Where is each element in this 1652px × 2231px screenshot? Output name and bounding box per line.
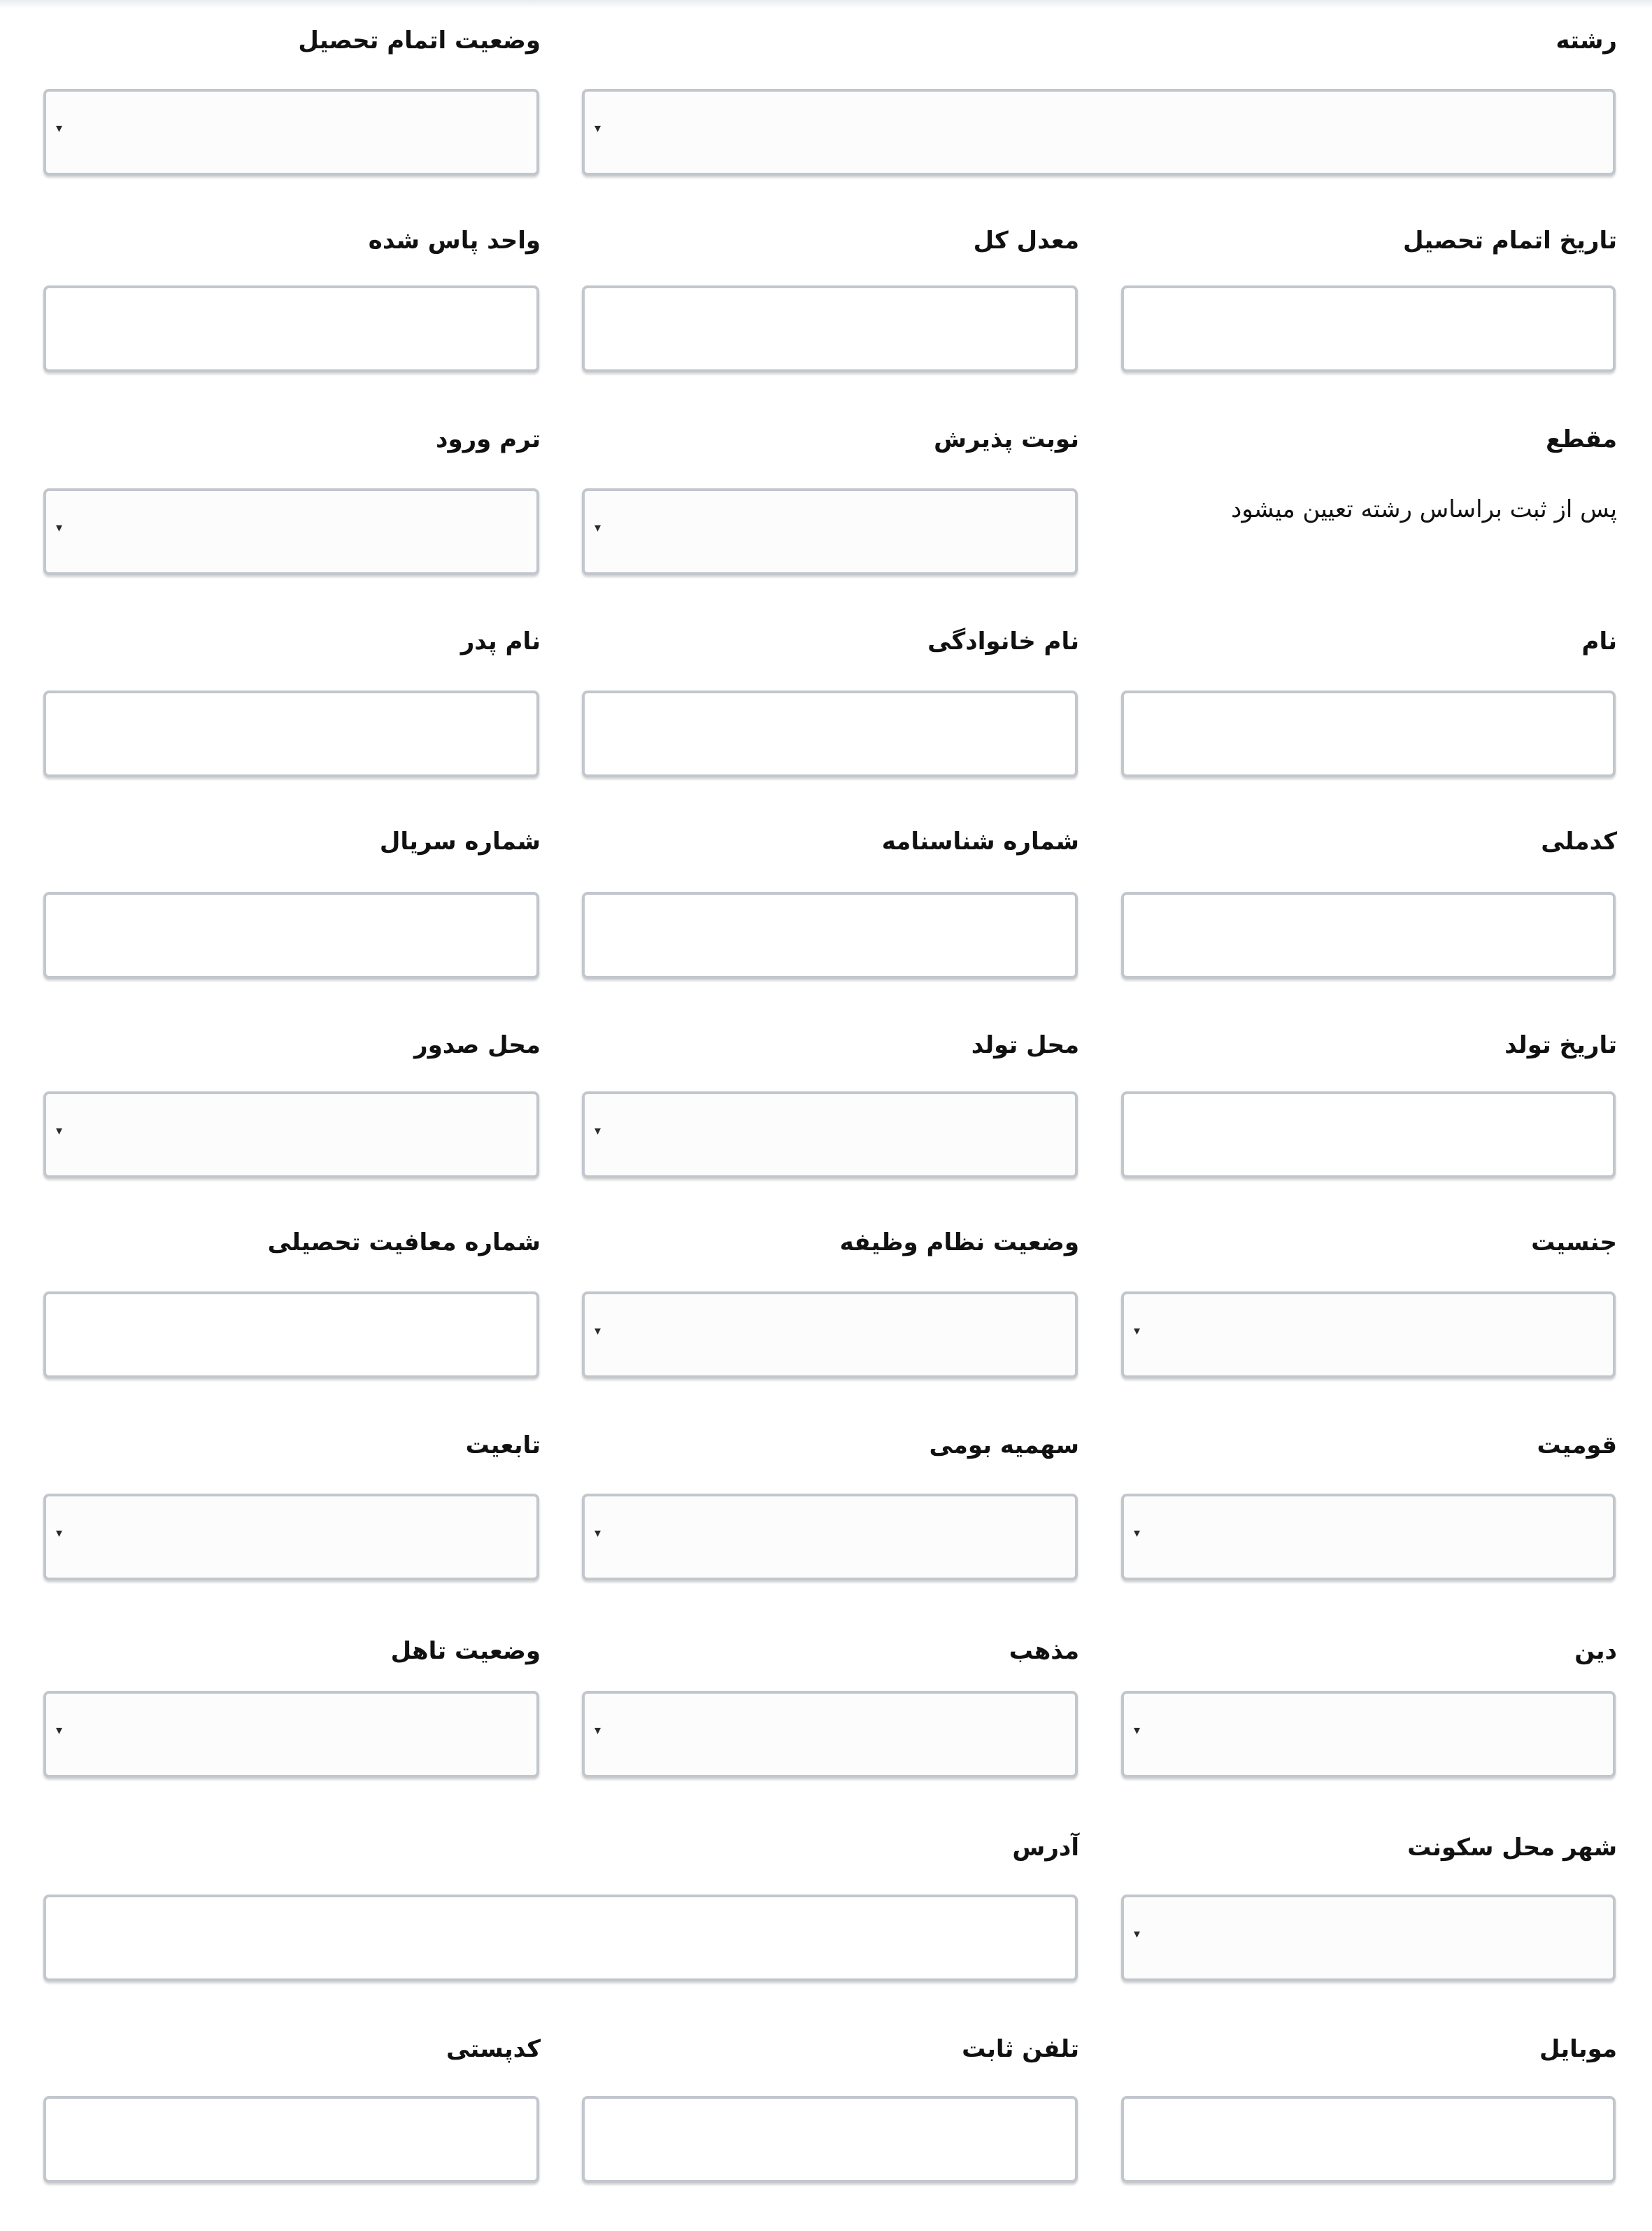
caret-down-icon: ▾ [56,1723,63,1738]
caret-down-icon: ▾ [1134,1526,1141,1541]
native-quota-label: سهمیه بومی [929,1431,1079,1459]
marital-status-select[interactable] [43,1691,539,1778]
caret-down-icon: ▾ [1134,1927,1141,1941]
birth-place-select[interactable] [582,1091,1078,1178]
residence-city-label: شهر محل سکونت [1407,1834,1617,1862]
gender-label: جنسیت [1531,1228,1617,1256]
sect-label: مذهب [1009,1637,1079,1665]
residence-city-select[interactable] [1121,1894,1616,1981]
nationality-label: تابعیت [465,1431,541,1459]
marital-status-label: وضعیت تاهل [390,1637,541,1665]
caret-down-icon: ▾ [56,1526,63,1541]
admission-round-select[interactable] [582,488,1078,575]
first-name-label: نام [1581,628,1617,656]
caret-down-icon: ▾ [1134,1324,1141,1338]
units-passed-input[interactable] [43,285,539,372]
caret-down-icon: ▾ [594,1526,601,1541]
gender-select[interactable] [1121,1291,1616,1378]
birth-date-label: تاریخ تولد [1504,1031,1617,1059]
sect-select[interactable] [582,1691,1078,1778]
postal-code-label: کدپستی [446,2035,541,2063]
gpa-label: معدل کل [973,227,1079,255]
entry-term-label: ترم ورود [436,425,541,453]
national-code-input[interactable] [1121,892,1616,979]
degree-label: مقطع [1546,425,1617,453]
graduation-status-label: وضعیت اتمام تحصیل [298,27,541,55]
address-input[interactable] [43,1894,1078,1981]
exemption-number-input[interactable] [43,1291,539,1378]
units-passed-label: واحد پاس شده [368,227,541,255]
religion-select[interactable] [1121,1691,1616,1778]
military-status-label: وضعیت نظام وظیفه [839,1228,1079,1256]
field-label: رشته [1555,27,1617,55]
issue-place-select[interactable] [43,1091,539,1178]
caret-down-icon: ▾ [594,121,601,136]
issue-place-label: محل صدور [414,1031,541,1059]
last-name-input[interactable] [582,690,1078,777]
top-shadow [0,0,1652,8]
postal-code-input[interactable] [43,2096,539,2183]
native-quota-select[interactable] [582,1494,1078,1580]
id-number-input[interactable] [582,892,1078,979]
ethnicity-select[interactable] [1121,1494,1616,1580]
field-select[interactable] [582,89,1616,176]
exemption-number-label: شماره معافیت تحصیلی [267,1228,541,1256]
landline-label: تلفن ثابت [962,2035,1079,2063]
father-name-input[interactable] [43,690,539,777]
caret-down-icon: ▾ [56,520,63,535]
admission-round-label: نوبت پذیرش [934,425,1079,453]
caret-down-icon: ▾ [56,1124,63,1138]
first-name-input[interactable] [1121,690,1616,777]
landline-input[interactable] [582,2096,1078,2183]
graduation-date-input[interactable] [1121,285,1616,372]
id-number-label: شماره شناسنامه [881,828,1079,856]
serial-number-label: شماره سریال [379,828,541,856]
religion-label: دین [1574,1637,1617,1665]
caret-down-icon: ▾ [1134,1723,1141,1738]
military-status-select[interactable] [582,1291,1078,1378]
mobile-label: موبایل [1539,2035,1617,2063]
graduation-status-select[interactable] [43,89,539,176]
nationality-select[interactable] [43,1494,539,1580]
mobile-input[interactable] [1121,2096,1616,2183]
birth-date-input[interactable] [1121,1091,1616,1178]
last-name-label: نام خانوادگی [927,628,1079,656]
caret-down-icon: ▾ [56,121,63,136]
degree-note: پس از ثبت براساس رشته تعیین میشود [1231,495,1617,523]
graduation-date-label: تاریخ اتمام تحصیل [1403,227,1617,255]
birth-place-label: محل تولد [971,1031,1079,1059]
gpa-input[interactable] [582,285,1078,372]
father-name-label: نام پدر [460,628,541,656]
serial-number-input[interactable] [43,892,539,979]
ethnicity-label: قومیت [1537,1431,1617,1459]
entry-term-select[interactable] [43,488,539,575]
national-code-label: کدملی [1541,828,1617,856]
caret-down-icon: ▾ [594,520,601,535]
address-label: آدرس [1012,1834,1079,1862]
caret-down-icon: ▾ [594,1324,601,1338]
caret-down-icon: ▾ [594,1723,601,1738]
caret-down-icon: ▾ [594,1124,601,1138]
